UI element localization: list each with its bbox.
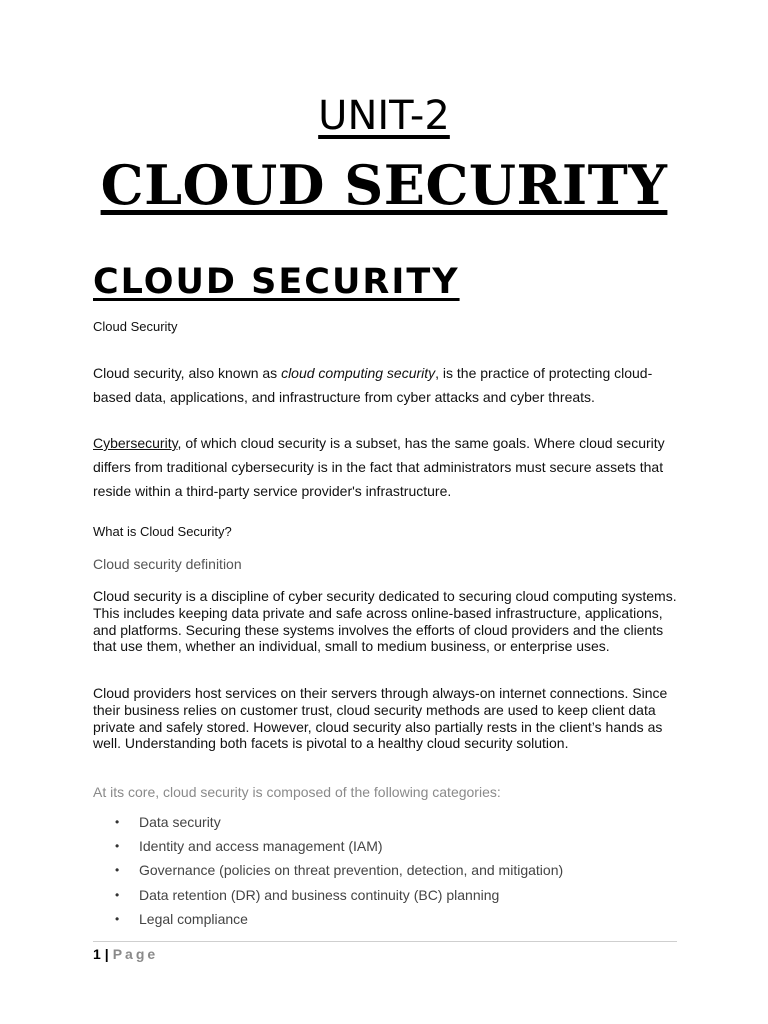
cybersecurity-text: , of which cloud security is a subset, has the same goals. Where cloud security differs from traditional cybersecurity is in the fact that administrators must secure assets that reside within a third-party service provider's infrastructure. bbox=[93, 435, 665, 499]
section-label: Cloud Security bbox=[93, 319, 178, 334]
intro-italic-term: cloud computing security bbox=[281, 365, 436, 381]
providers-paragraph: Cloud providers host services on their servers through always-on internet connections. Since their business relies on customer trust, cloud security methods are used to keep client data private and safely stored. However, cloud security also partially rests in the client’s hands as well. Understanding both facets is pivotal to a healthy cloud security solution. bbox=[93, 685, 668, 752]
list-item: • Data retention (DR) and business continuity (BC) planning bbox=[93, 883, 563, 907]
page-label: Page bbox=[112, 946, 159, 962]
unit-title: UNIT-2 bbox=[318, 93, 450, 139]
cybersecurity-paragraph bbox=[93, 431, 683, 503]
intro-text-end: , is the practice of protecting cloud-based data, applications, and infrastructure from cyber attacks and cyber threats. bbox=[93, 365, 653, 405]
list-item: • Legal compliance bbox=[93, 907, 563, 931]
what-is-question: What is Cloud Security? bbox=[93, 524, 232, 539]
categories-list bbox=[93, 810, 563, 931]
cybersecurity-link[interactable]: Cybersecurity bbox=[93, 435, 178, 451]
section-heading: CLOUD SECURITY bbox=[93, 262, 460, 302]
document-title: CLOUD SECURITY bbox=[100, 153, 668, 217]
intro-paragraph bbox=[93, 361, 683, 409]
footer-separator: | bbox=[104, 946, 109, 962]
list-item: • Governance (policies on threat prevention, detection, and mitigation) bbox=[93, 858, 563, 882]
definition-paragraph: Cloud security is a discipline of cyber security dedicated to securing cloud computing systems. This includes keeping data private and safe across online-based infrastructure, applications, and platforms. Securing these systems involves the efforts of cloud providers and the clients that use them, whether an individual, small to medium business, or enterprise uses. bbox=[93, 588, 677, 655]
list-item: • Data security bbox=[93, 810, 563, 834]
categories-intro: At its core, cloud security is composed of the following categories: bbox=[93, 784, 501, 800]
page-number: 1 bbox=[93, 946, 101, 962]
list-item: • Identity and access management (IAM) bbox=[93, 834, 563, 858]
footer-divider bbox=[93, 941, 677, 942]
definition-label: Cloud security definition bbox=[93, 556, 242, 572]
page-footer bbox=[93, 944, 158, 964]
intro-text-start: Cloud security, also known as bbox=[93, 365, 282, 381]
